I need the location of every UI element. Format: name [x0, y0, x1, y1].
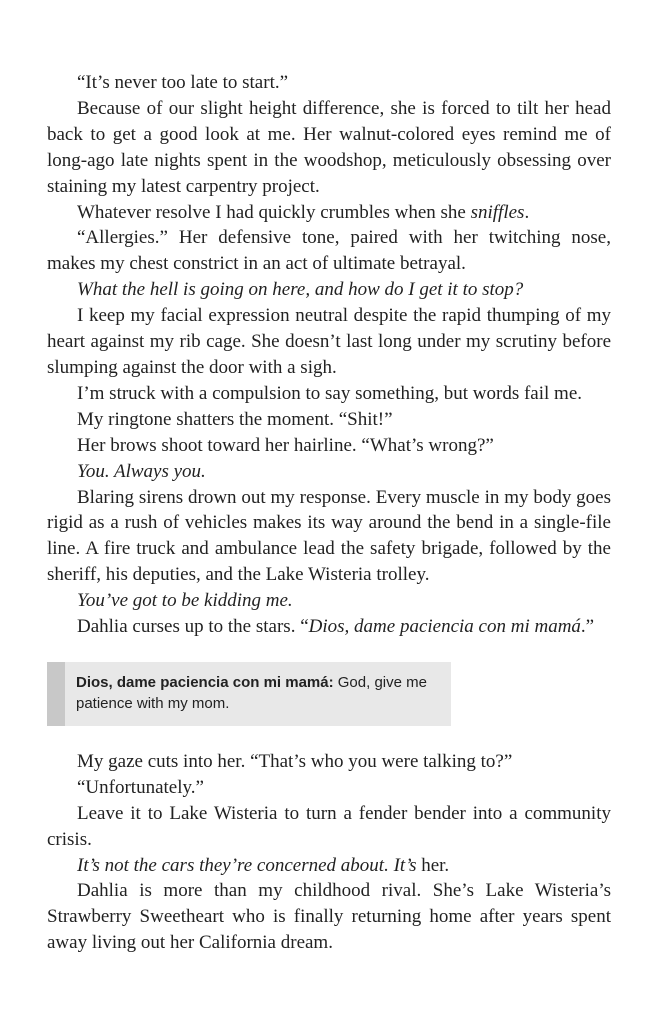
- text-segment: .: [524, 201, 530, 223]
- paragraph: [47, 96, 611, 200]
- text-segment: Dahlia curses up to the stars. “: [77, 616, 309, 638]
- text-segment: Dahlia is more than my childhood rival. She’s Lake Wisteria’s Strawberry Sweetheart who is finally returning home after years spent away living out her California dream.: [47, 880, 611, 954]
- paragraph: [47, 70, 611, 96]
- italic-text: You’ve got to be kidding me.: [77, 590, 293, 612]
- paragraph: [47, 588, 611, 614]
- text-segment: .”: [580, 616, 595, 638]
- text-segment: I’m struck with a compulsion to say something, but words fail me.: [77, 382, 583, 404]
- text-segment: “Unfortunately.”: [77, 776, 204, 798]
- paragraph: [47, 407, 611, 433]
- text-segment: “It’s never too late to start.”: [77, 72, 289, 93]
- italic-text: It’s not the cars they’re concerned about. It’s: [77, 854, 417, 876]
- text-segment: Because of our slight height difference, she is forced to tilt her head back to get a good look at me. Her walnut-colored eyes remind me of long-ago late nights spent in the woodshop, meticulously obsessing over staining my latest carpentry project.: [47, 97, 611, 197]
- paragraph: [47, 303, 611, 381]
- text-segment: I keep my facial expression neutral despite the rapid thumping of my heart against my rib cage. She doesn’t last long under my scrutiny before slumping against the door with a sigh.: [47, 305, 611, 378]
- text-block-before-note: [47, 70, 611, 640]
- paragraph: [47, 381, 611, 407]
- paragraph: [47, 878, 611, 956]
- text-segment: her.: [416, 854, 450, 876]
- text-segment: Her brows shoot toward her hairline. “What’s wrong?”: [77, 434, 494, 456]
- italic-text: What the hell is going on here, and how do I get it to stop?: [77, 279, 524, 301]
- paragraph: [47, 614, 611, 640]
- text-segment: Blaring sirens drown out my response. Every muscle in my body goes rigid as a rush of vehicles makes its way around the bend in a single-file line. A fire truck and ambulance lead the safety brigade, followed by the sheriff, his deputies, and the Lake Wisteria trolley.: [47, 486, 611, 586]
- paragraph: [47, 277, 611, 303]
- italic-text: Dios, dame paciencia con mi mamá: [308, 616, 581, 638]
- paragraph: [47, 433, 611, 459]
- italic-text: You. Always you.: [77, 460, 206, 482]
- paragraph: [47, 459, 611, 485]
- paragraph: [47, 749, 611, 775]
- translation-note: [47, 662, 451, 726]
- text-segment: My ringtone shatters the moment. “Shit!”: [77, 408, 393, 430]
- text-segment: My gaze cuts into her. “That’s who you were talking to?”: [77, 750, 513, 772]
- text-segment: Leave it to Lake Wisteria to turn a fender bender into a community crisis.: [47, 802, 611, 850]
- book-page: [47, 70, 611, 956]
- paragraph: [47, 775, 611, 801]
- paragraph: [47, 801, 611, 853]
- text-segment: Whatever resolve I had quickly crumbles when she: [77, 201, 471, 223]
- paragraph: [47, 485, 611, 589]
- translation-term: Dios, dame paciencia con mi mamá:: [76, 673, 334, 691]
- italic-text: sniffles: [470, 201, 525, 223]
- paragraph: [47, 200, 611, 226]
- translation-definition: God, give me patience with my mom.: [76, 673, 427, 712]
- paragraph: [47, 853, 611, 879]
- text-segment: “Allergies.” Her defensive tone, paired with her twitching nose, makes my chest constrict in an act of ultimate betrayal.: [47, 227, 611, 275]
- paragraph: [47, 225, 611, 277]
- text-block-after-note: [47, 749, 611, 956]
